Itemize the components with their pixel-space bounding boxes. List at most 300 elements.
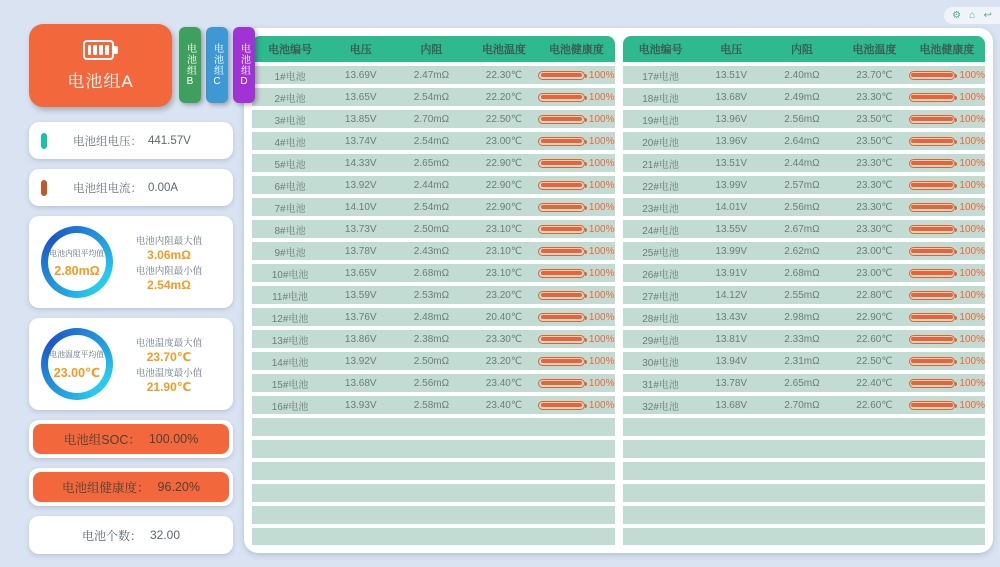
cell-resistance: 2.58mΩ <box>413 399 450 411</box>
cell-battery-id: 12#电池 <box>271 313 309 325</box>
health-percent: 100% <box>959 377 985 389</box>
cell-voltage: 13.85V <box>344 113 377 125</box>
table-row <box>623 176 986 194</box>
table-row <box>252 154 615 172</box>
battery-health-bar-icon <box>909 247 956 256</box>
tab-battery-group-b[interactable] <box>179 27 201 103</box>
cell-resistance: 2.54mΩ <box>413 201 450 213</box>
cell-voltage: 13.73V <box>344 223 377 235</box>
cell-battery-id: 32#电池 <box>642 401 679 413</box>
battery-health-bar-icon <box>538 335 585 344</box>
table-row <box>252 396 615 414</box>
temperature-min-value: 21.90℃ <box>146 379 192 394</box>
health-percent: 100% <box>959 179 985 191</box>
cell-temperature: 20.40℃ <box>485 311 523 323</box>
cell-health <box>538 378 614 389</box>
tab-battery-group-d[interactable] <box>233 27 255 103</box>
battery-health-bar-icon <box>538 357 585 366</box>
empty-table-row <box>623 528 986 545</box>
cell-voltage: 13.81V <box>715 333 748 345</box>
cell-health <box>909 70 985 81</box>
empty-table-row <box>252 484 615 502</box>
cell-temperature: 23.00℃ <box>856 245 893 257</box>
table-row <box>252 198 615 216</box>
cell-temperature: 23.00℃ <box>856 267 893 279</box>
gear-icon[interactable]: ⚙ <box>952 9 962 21</box>
battery-health-bar-icon <box>909 159 956 168</box>
cell-health <box>538 312 614 323</box>
battery-health-bar-icon <box>909 93 956 102</box>
pack-current-card <box>29 169 233 206</box>
battery-group-d-label: 电池组D <box>238 42 250 88</box>
health-percent: 100% <box>588 69 615 81</box>
table-row <box>623 198 986 216</box>
health-percent: 100% <box>959 355 985 367</box>
cell-resistance: 2.65mΩ <box>413 157 450 169</box>
battery-health-bar-icon <box>538 159 585 168</box>
cell-voltage: 14.12V <box>715 289 748 301</box>
battery-health-bar-icon <box>538 401 585 410</box>
pack-voltage-label: 电池组电压： <box>73 135 142 148</box>
empty-table-row <box>623 506 986 524</box>
cell-temperature: 22.40℃ <box>856 377 893 389</box>
cell-health <box>909 158 985 169</box>
cell-battery-id: 31#电池 <box>642 379 679 391</box>
undo-icon[interactable]: ↩ <box>983 9 992 21</box>
health-percent: 100% <box>959 69 985 81</box>
battery-health-bar-icon <box>538 313 585 322</box>
table-row <box>623 396 986 414</box>
resistance-max-label: 电池内阻最大值 <box>135 235 203 247</box>
table-right <box>623 36 986 545</box>
table-row <box>252 110 615 128</box>
column-header: 电池编号 <box>268 44 313 56</box>
health-percent: 100% <box>959 201 985 213</box>
cell-resistance: 2.56mΩ <box>784 201 820 213</box>
pack-health-card <box>29 468 233 506</box>
cell-temperature: 22.90℃ <box>856 311 893 323</box>
cell-battery-id: 4#电池 <box>274 137 306 149</box>
cell-battery-id: 20#电池 <box>642 137 679 149</box>
temperature-max-value: 23.70℃ <box>146 349 192 364</box>
cell-resistance: 2.53mΩ <box>413 289 450 301</box>
cell-voltage: 13.68V <box>715 91 748 103</box>
cell-health <box>538 92 614 103</box>
table-row <box>252 220 615 238</box>
temperature-min-label: 电池温度最小值 <box>135 367 203 379</box>
pack-soc-label: 电池组SOC： <box>63 433 141 447</box>
table-row <box>252 264 615 282</box>
battery-health-bar-icon <box>538 379 585 388</box>
cell-health <box>909 202 985 213</box>
cell-temperature: 23.40℃ <box>485 377 523 389</box>
cell-temperature: 23.30℃ <box>856 91 893 103</box>
cell-health <box>909 378 985 389</box>
temperature-gauge-ring <box>41 328 113 400</box>
battery-health-bar-icon <box>538 71 585 80</box>
empty-table-row <box>252 418 615 436</box>
table-row <box>623 242 986 260</box>
health-percent: 100% <box>959 113 985 125</box>
table-row <box>623 66 986 84</box>
column-header: 内阻 <box>790 44 813 56</box>
health-percent: 100% <box>959 91 985 103</box>
empty-table-row <box>623 418 986 436</box>
column-header: 内阻 <box>420 44 443 56</box>
cell-resistance: 2.49mΩ <box>784 91 820 103</box>
cell-voltage: 13.86V <box>344 333 377 345</box>
cell-health <box>909 400 985 411</box>
cell-battery-id: 24#电池 <box>642 225 679 237</box>
empty-table-row <box>623 484 986 502</box>
health-percent: 100% <box>588 223 615 235</box>
pack-current-value: 0.00A <box>148 181 179 194</box>
cell-resistance: 2.33mΩ <box>784 333 820 345</box>
cell-voltage: 13.94V <box>715 355 748 367</box>
table-row <box>623 374 986 392</box>
cell-resistance: 2.68mΩ <box>784 267 820 279</box>
cell-voltage: 14.01V <box>715 201 748 213</box>
cell-temperature: 23.40℃ <box>485 399 523 411</box>
table-row <box>252 88 615 106</box>
cell-health <box>538 268 614 279</box>
cell-temperature: 22.20℃ <box>485 91 523 103</box>
empty-table-row <box>252 528 615 545</box>
resistance-gauge-card <box>29 216 233 308</box>
health-percent: 100% <box>959 399 985 411</box>
cell-resistance: 2.38mΩ <box>413 333 450 345</box>
cell-battery-id: 3#电池 <box>274 115 306 127</box>
health-percent: 100% <box>959 289 985 301</box>
table-row <box>252 132 615 150</box>
battery-health-bar-icon <box>909 225 956 234</box>
cell-temperature: 23.30℃ <box>856 201 893 213</box>
cell-resistance: 2.31mΩ <box>784 355 820 367</box>
health-percent: 100% <box>959 311 985 323</box>
battery-health-bar-icon <box>538 203 585 212</box>
pack-voltage-card <box>29 122 233 159</box>
health-percent: 100% <box>588 311 615 323</box>
cell-battery-id: 30#电池 <box>642 357 679 369</box>
cell-voltage: 13.43V <box>715 311 748 323</box>
health-percent: 100% <box>959 223 985 235</box>
cell-voltage: 13.92V <box>344 179 377 191</box>
health-percent: 100% <box>588 333 615 345</box>
current-pill-icon <box>41 180 47 196</box>
window-toolbar <box>944 7 1000 24</box>
cell-battery-id: 21#电池 <box>642 159 679 171</box>
health-percent: 100% <box>588 289 615 301</box>
cell-temperature: 23.30℃ <box>856 157 893 169</box>
health-percent: 100% <box>588 201 615 213</box>
resistance-gauge-ring <box>41 226 113 298</box>
resistance-min-label: 电池内阻最小值 <box>135 265 203 277</box>
cell-temperature: 23.50℃ <box>856 113 893 125</box>
battery-health-bar-icon <box>538 115 585 124</box>
cell-resistance: 2.70mΩ <box>413 113 450 125</box>
table-row <box>252 66 615 84</box>
battery-health-bar-icon <box>538 291 585 300</box>
cell-resistance: 2.56mΩ <box>413 377 450 389</box>
resistance-max-value: 3.06mΩ <box>147 247 191 262</box>
cell-resistance: 2.62mΩ <box>784 245 820 257</box>
battery-health-bar-icon <box>909 137 956 146</box>
sidebar <box>29 8 250 554</box>
cell-battery-id: 1#电池 <box>274 71 306 83</box>
battery-group-c-label: 电池组C <box>211 42 223 88</box>
cell-battery-id: 25#电池 <box>642 247 679 259</box>
battery-health-bar-icon <box>909 269 956 278</box>
cell-health <box>538 290 614 301</box>
battery-health-bar-icon <box>909 291 956 300</box>
health-percent: 100% <box>588 355 615 367</box>
battery-table-card <box>244 28 993 553</box>
table-row <box>623 286 986 304</box>
cell-voltage: 13.96V <box>715 113 748 125</box>
battery-count-card <box>29 516 233 554</box>
health-percent: 100% <box>959 135 985 147</box>
cell-temperature: 23.00℃ <box>485 135 523 147</box>
cell-battery-id: 19#电池 <box>642 115 679 127</box>
table-row <box>252 374 615 392</box>
table-header <box>623 36 986 62</box>
cell-voltage: 13.51V <box>715 157 748 169</box>
empty-table-row <box>252 462 615 480</box>
cell-voltage: 13.68V <box>344 377 377 389</box>
battery-health-bar-icon <box>909 313 956 322</box>
battery-health-bar-icon <box>538 181 585 190</box>
cell-temperature: 22.50℃ <box>856 355 893 367</box>
column-header: 电压 <box>720 44 743 56</box>
empty-table-row <box>623 462 986 480</box>
cell-voltage: 13.91V <box>715 267 748 279</box>
cell-voltage: 14.10V <box>344 201 377 213</box>
health-percent: 100% <box>588 377 615 389</box>
cell-health <box>909 136 985 147</box>
battery-group-a-label: 电池组A <box>67 71 134 91</box>
column-header: 电压 <box>349 44 372 56</box>
health-percent: 100% <box>959 245 985 257</box>
battery-health-bar-icon <box>909 71 956 80</box>
cell-voltage: 14.33V <box>344 157 377 169</box>
cell-battery-id: 29#电池 <box>642 335 679 347</box>
cell-health <box>909 334 985 345</box>
cell-temperature: 23.30℃ <box>856 179 893 191</box>
battery-count-label: 电池个数： <box>81 528 142 543</box>
cell-health <box>538 114 614 125</box>
empty-table-row <box>252 440 615 458</box>
battery-health-bar-icon <box>909 379 956 388</box>
cell-health <box>538 202 614 213</box>
cell-health <box>909 290 985 301</box>
cell-voltage: 13.99V <box>715 245 748 257</box>
cell-battery-id: 9#电池 <box>274 247 306 259</box>
home-icon[interactable]: ⌂ <box>969 9 976 21</box>
cell-resistance: 2.67mΩ <box>784 223 820 235</box>
cell-battery-id: 28#电池 <box>642 313 679 325</box>
cell-battery-id: 27#电池 <box>642 291 679 303</box>
cell-temperature: 22.60℃ <box>856 333 893 345</box>
cell-temperature: 23.10℃ <box>485 267 523 279</box>
table-row <box>623 220 986 238</box>
table-row <box>252 176 615 194</box>
table-row <box>623 330 986 348</box>
cell-resistance: 2.98mΩ <box>784 311 820 323</box>
cell-battery-id: 8#电池 <box>274 225 306 237</box>
table-row <box>623 352 986 370</box>
cell-health <box>538 334 614 345</box>
health-percent: 100% <box>588 157 615 169</box>
cell-resistance: 2.54mΩ <box>413 91 450 103</box>
pack-soc-value: 100.00% <box>148 432 199 446</box>
health-percent: 100% <box>588 267 615 279</box>
health-percent: 100% <box>588 245 615 257</box>
column-header: 电池健康度 <box>548 44 604 56</box>
battery-group-b-label: 电池组B <box>184 42 196 88</box>
cell-battery-id: 17#电池 <box>642 71 679 83</box>
cell-temperature: 22.50℃ <box>485 113 523 125</box>
cell-temperature: 23.70℃ <box>856 69 893 81</box>
cell-health <box>538 158 614 169</box>
cell-voltage: 13.93V <box>344 399 377 411</box>
cell-voltage: 13.51V <box>715 69 748 81</box>
cell-temperature: 23.50℃ <box>856 135 893 147</box>
cell-health <box>909 180 985 191</box>
cell-resistance: 2.70mΩ <box>784 399 820 411</box>
health-percent: 100% <box>588 399 615 411</box>
health-percent: 100% <box>588 179 615 191</box>
tab-battery-group-c[interactable] <box>206 27 228 103</box>
cell-resistance: 2.50mΩ <box>413 223 450 235</box>
cell-voltage: 13.68V <box>715 399 748 411</box>
cell-temperature: 23.30℃ <box>485 333 523 345</box>
table-row <box>623 308 986 326</box>
battery-health-bar-icon <box>909 335 956 344</box>
cell-health <box>909 224 985 235</box>
battery-health-bar-icon <box>909 115 956 124</box>
temperature-max-label: 电池温度最大值 <box>135 337 203 349</box>
cell-resistance: 2.44mΩ <box>413 179 450 191</box>
cell-voltage: 13.59V <box>344 289 377 301</box>
cell-health <box>538 246 614 257</box>
cell-voltage: 13.92V <box>344 355 377 367</box>
table-row <box>252 308 615 326</box>
cell-temperature: 22.80℃ <box>856 289 893 301</box>
cell-health <box>538 224 614 235</box>
cell-health <box>538 180 614 191</box>
cell-health <box>538 356 614 367</box>
cell-battery-id: 23#电池 <box>642 203 679 215</box>
pack-health-label: 电池组健康度： <box>62 481 150 495</box>
resistance-avg-value: 2.80mΩ <box>54 263 100 278</box>
cell-battery-id: 13#电池 <box>271 335 309 347</box>
cell-voltage: 13.55V <box>715 223 748 235</box>
empty-table-row <box>623 440 986 458</box>
cell-temperature: 22.60℃ <box>856 399 893 411</box>
cell-health <box>909 268 985 279</box>
temperature-avg-label: 电池温度平均值 <box>49 349 105 359</box>
cell-resistance: 2.68mΩ <box>413 267 450 279</box>
battery-health-bar-icon <box>538 93 585 102</box>
cell-health <box>909 246 985 257</box>
cell-voltage: 13.65V <box>344 91 377 103</box>
health-percent: 100% <box>959 267 985 279</box>
cell-battery-id: 2#电池 <box>274 93 306 105</box>
cell-health <box>909 114 985 125</box>
table-row <box>623 132 986 150</box>
cell-health <box>538 400 614 411</box>
cell-resistance: 2.47mΩ <box>413 69 450 81</box>
cell-resistance: 2.57mΩ <box>784 179 820 191</box>
pack-voltage-value: 441.57V <box>148 134 191 147</box>
pack-health-value: 96.20% <box>157 480 200 494</box>
cell-battery-id: 14#电池 <box>271 357 309 369</box>
table-row <box>252 352 615 370</box>
battery-health-bar-icon <box>538 137 585 146</box>
battery-health-bar-icon <box>538 225 585 234</box>
cell-resistance: 2.64mΩ <box>784 135 820 147</box>
cell-voltage: 13.69V <box>344 69 377 81</box>
cell-voltage: 13.99V <box>715 179 748 191</box>
cell-battery-id: 26#电池 <box>642 269 679 281</box>
resistance-avg-label: 电池内阻平均值 <box>49 247 105 258</box>
column-header: 电池编号 <box>638 44 683 56</box>
cell-resistance: 2.65mΩ <box>784 377 820 389</box>
table-row <box>623 110 986 128</box>
pack-soc-card <box>29 420 233 458</box>
battery-health-bar-icon <box>909 181 956 190</box>
health-percent: 100% <box>588 113 615 125</box>
temperature-avg-value: 23.00℃ <box>53 366 101 380</box>
table-row <box>623 88 986 106</box>
battery-icon <box>83 40 119 60</box>
cell-health <box>909 312 985 323</box>
voltage-pill-icon <box>41 133 47 149</box>
cell-health <box>909 356 985 367</box>
temperature-gauge-card <box>29 318 233 410</box>
cell-health <box>538 136 614 147</box>
battery-health-bar-icon <box>909 401 956 410</box>
tab-battery-group-a[interactable] <box>29 24 172 107</box>
table-row <box>252 286 615 304</box>
cell-temperature: 22.90℃ <box>485 179 523 191</box>
cell-health <box>909 92 985 103</box>
cell-temperature: 23.30℃ <box>856 223 893 235</box>
cell-voltage: 13.96V <box>715 135 748 147</box>
cell-voltage: 13.65V <box>344 267 377 279</box>
cell-resistance: 2.50mΩ <box>413 355 450 367</box>
table-row <box>252 330 615 348</box>
cell-temperature: 22.90℃ <box>485 201 523 213</box>
cell-voltage: 13.74V <box>344 135 377 147</box>
cell-battery-id: 6#电池 <box>274 181 306 193</box>
battery-health-bar-icon <box>909 203 956 212</box>
table-row <box>623 154 986 172</box>
battery-count-value: 32.00 <box>149 528 181 542</box>
health-percent: 100% <box>588 91 615 103</box>
cell-battery-id: 7#电池 <box>274 203 306 215</box>
cell-battery-id: 10#电池 <box>271 269 309 281</box>
cell-temperature: 23.20℃ <box>485 355 523 367</box>
cell-battery-id: 22#电池 <box>642 181 679 193</box>
battery-group-selector <box>29 8 250 112</box>
table-row <box>623 264 986 282</box>
cell-battery-id: 11#电池 <box>272 291 309 303</box>
cell-temperature: 22.30℃ <box>485 69 523 81</box>
cell-resistance: 2.44mΩ <box>784 157 820 169</box>
table-header <box>252 36 615 62</box>
cell-resistance: 2.43mΩ <box>413 245 450 257</box>
